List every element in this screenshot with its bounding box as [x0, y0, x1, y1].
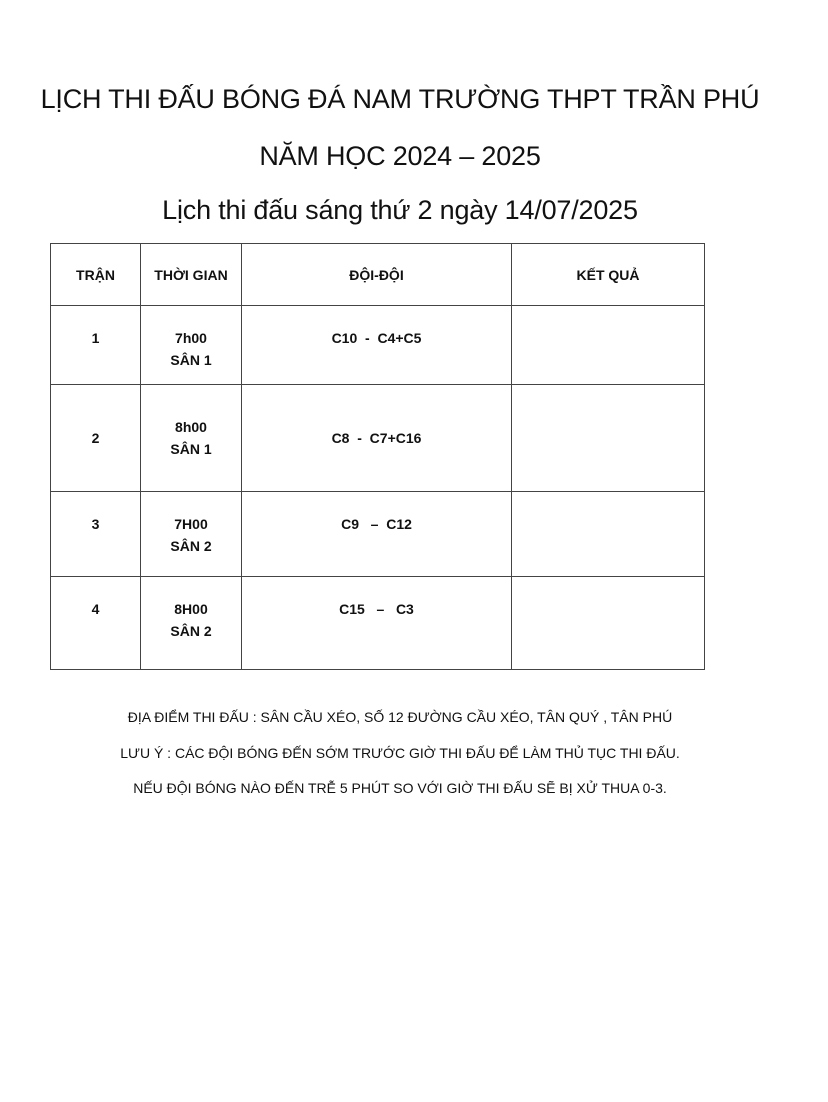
- schedule-date: Lịch thi đấu sáng thứ 2 ngày 14/07/2025: [162, 195, 638, 225]
- header-match: TRẬN: [51, 244, 141, 306]
- penalty-note: NẾU ĐỘI BÓNG NÀO ĐẾN TRỄ 5 PHÚT SO VỚI GIỜ THI ĐẤU SẼ BỊ XỬ THUA 0-3.: [133, 780, 667, 796]
- school-year: NĂM HỌC 2024 – 2025: [259, 141, 541, 171]
- teams-cell: [242, 492, 512, 577]
- table-row: [51, 306, 705, 385]
- match-teams: C15 – C3: [339, 601, 414, 617]
- match-number-cell: [51, 577, 141, 670]
- table-header-row: [51, 244, 705, 306]
- match-time: 7H00: [174, 516, 208, 532]
- match-time: 7h00: [175, 330, 207, 346]
- time-cell: [141, 385, 242, 492]
- match-teams: C9 – C12: [341, 516, 412, 532]
- result-cell: [512, 385, 705, 492]
- match-field: SÂN 2: [170, 623, 212, 639]
- teams-cell: [242, 306, 512, 385]
- match-number: 1: [91, 330, 100, 346]
- match-number: 3: [91, 516, 100, 532]
- result-cell: [512, 306, 705, 385]
- match-schedule-table: [50, 243, 705, 670]
- match-number-cell: [51, 306, 141, 385]
- venue-note: ĐỊA ĐIỂM THI ĐẤU : SÂN CẦU XÉO, SỐ 12 ĐƯỜNG CẦU XÉO, TÂN QUÝ , TÂN PHÚ: [127, 709, 673, 725]
- match-number: 4: [91, 601, 100, 617]
- table-row: [51, 492, 705, 577]
- match-field: SÂN 2: [170, 538, 212, 554]
- teams-cell: [242, 577, 512, 670]
- header-time: THỜI GIAN: [141, 244, 242, 306]
- match-number-cell: [51, 492, 141, 577]
- header-result: KẾT QUẢ: [512, 244, 705, 306]
- table-row: [51, 577, 705, 670]
- match-field: SÂN 1: [170, 352, 212, 368]
- teams-cell: [242, 385, 512, 492]
- match-teams: C10 - C4+C5: [331, 330, 422, 346]
- table-row: [51, 385, 705, 492]
- result-cell: [512, 577, 705, 670]
- match-number-cell: [51, 385, 141, 492]
- result-cell: [512, 492, 705, 577]
- reminder-note: LƯU Ý : CÁC ĐỘI BÓNG ĐẾN SỚM TRƯỚC GIỜ THI ĐẤU ĐỂ LÀM THỦ TỤC THI ĐẤU.: [120, 745, 680, 761]
- match-field: SÂN 1: [170, 441, 212, 457]
- header-teams: ĐỘI-ĐỘI: [242, 244, 512, 306]
- time-cell: [141, 577, 242, 670]
- match-time: 8h00: [175, 419, 207, 435]
- match-number: 2: [91, 430, 100, 446]
- time-cell: [141, 306, 242, 385]
- match-teams: C8 - C7+C16: [331, 430, 422, 446]
- document-title: LỊCH THI ĐẤU BÓNG ĐÁ NAM TRƯỜNG THPT TRẦN PHÚ: [40, 84, 760, 114]
- time-cell: [141, 492, 242, 577]
- match-time: 8H00: [174, 601, 208, 617]
